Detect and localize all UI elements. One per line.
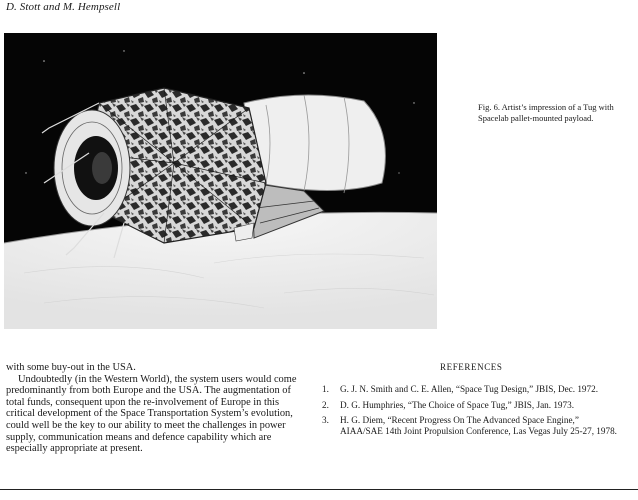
body-text (6, 362, 306, 455)
references-heading: REFERENCES (440, 362, 503, 372)
reference-text: D. G. Humphries, “The Choice of Space Tug,” JBIS, Jan. 1973. (340, 399, 575, 410)
engine-nozzle (54, 110, 130, 226)
page-bottom-rule (0, 489, 638, 490)
figure-caption: Fig. 6. Artist’s impression of a Tug with Spacelab pallet-mounted payload. (478, 102, 614, 123)
reference-number: 2. (322, 399, 329, 410)
reference-number: 3. (322, 415, 329, 426)
space-tug-drawing (4, 33, 437, 329)
reference-item (322, 415, 622, 436)
reference-item (322, 400, 622, 411)
reference-text: G. J. N. Smith and C. E. Allen, “Space Tug Design,” JBIS, Dec. 1972. (340, 384, 599, 394)
reference-item (322, 384, 622, 395)
reference-number: 1. (322, 384, 329, 394)
reference-text: H. G. Diem, “Recent Progress On The Advanced Space Engine,” AIAA/SAE 14th Joint Propulsion Conference, Las Vegas July 25-27, 1978. (340, 415, 617, 436)
references-list (322, 384, 622, 441)
figure-space-tug-illustration (4, 33, 437, 329)
body-line-continuation: with some buy-out in the USA. (6, 362, 136, 373)
running-head: D. Stott and M. Hempsell (6, 1, 121, 13)
body-paragraph: Undoubtedly (in the Western World), the system users would come predominantly from both Europe and the USA. The augmentation of total funds, consequent upon the re-involvement of Europe in this critical development of the Space Transportation System’s evolution, could well be the key to our ability to meet the challenges in power supply, communication means and defence capability which are especially appropriate at present. (6, 373, 297, 455)
